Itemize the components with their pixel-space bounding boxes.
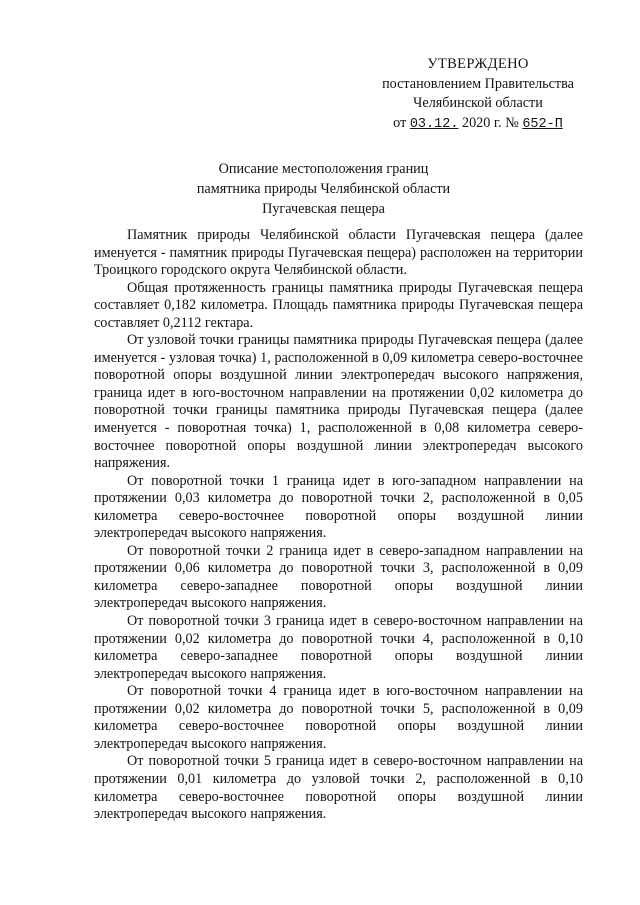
title-line-3: Пугачевская пещера — [262, 201, 385, 217]
approval-block — [368, 55, 588, 134]
document-body — [94, 227, 583, 824]
document-number: 652-П — [522, 116, 563, 132]
paragraph: От поворотной точки 2 граница идет в северо-западном направлении на протяжении 0,06 километра до поворотной точки 3, расположенной в 0,09 километра северо-западнее поворотной опоры воздушной линии электропередач высокого напряжения. — [94, 542, 583, 612]
document-title — [100, 159, 547, 219]
date-year: 2020 г. — [461, 114, 502, 131]
paragraph: От узловой точки границы памятника природы Пугачевская пещера (далее именуется - узловая точка) 1, расположенной в 0,09 километра северо-восточнее поворотной опоры воздушной линии электропередач высокого напряжения, граница идет в юго-восточном направлении на протяжении 0,02 километра до поворотной точки границы памятника природы Пугачевская пещера (далее именуется - поворотная точка) 1, расположенной в 0,08 километра северо-восточнее поворотной опоры воздушной линии электропередач высокого напряжения. — [94, 332, 583, 472]
paragraph: Памятник природы Челябинской области Пугачевская пещера (далее именуется - памятник природы Пугачевская пещера) расположен на территории Троицкого городского округа Челябинской области. — [94, 227, 583, 279]
paragraph: От поворотной точки 5 граница идет в северо-восточном направлении на протяжении 0,01 километра до узловой точки 2, расположенной в 0,10 километра северо-восточнее поворотной опоры воздушной линии электропередач высокого напряжения. — [94, 753, 583, 823]
approval-line-1: постановлением Правительства — [382, 75, 574, 92]
approval-date-line — [368, 114, 588, 135]
paragraph: Общая протяженность границы памятника природы Пугачевская пещера составляет 0,182 километра. Площадь памятника природы Пугачевская пещера составляет 0,2112 гектара. — [94, 279, 583, 331]
title-line-1: Описание местоположения границ — [218, 161, 429, 177]
paragraph: От поворотной точки 4 граница идет в юго-восточном направлении на протяжении 0,02 километра до поворотной точки 5, расположенной в 0,09 километра северо-восточнее поворотной опоры воздушной линии электропередач высокого напряжения. — [94, 683, 583, 752]
paragraph: От поворотной точки 1 граница идет в юго-западном направлении на протяжении 0,03 километра до поворотной точки 2, расположенной в 0,05 километра северо-восточнее поворотной опоры воздушной линии электропередач высокого напряжения. — [94, 472, 583, 542]
approval-line-2: Челябинской области — [413, 95, 543, 111]
paragraph: От поворотной точки 3 граница идет в северо-восточном направлении на протяжении 0,02 километра до поворотной точки 4, расположенной в 0,10 километра северо-западнее поворотной опоры воздушной линии электропередач высокого напряжения. — [94, 613, 583, 682]
title-line-2: памятника природы Челябинской области — [196, 181, 451, 197]
date-day: 03.12. — [409, 116, 459, 132]
number-sign: № — [505, 114, 519, 131]
approval-stamp: УТВЕРЖДЕНО — [427, 56, 529, 72]
date-prefix: от — [393, 114, 407, 131]
